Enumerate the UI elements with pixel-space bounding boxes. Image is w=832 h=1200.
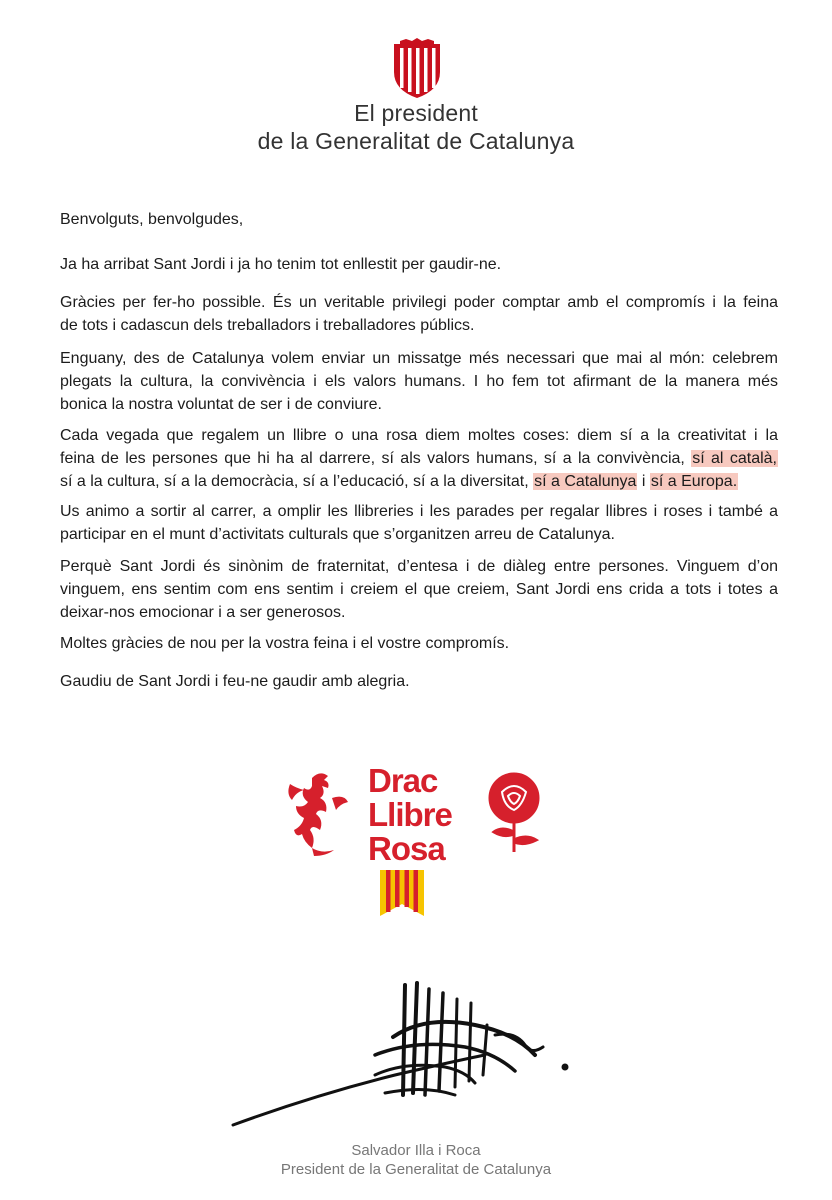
generalitat-seal-icon [390,38,444,100]
handwritten-signature [225,975,585,1135]
paragraph-2: Gràcies per fer-ho possible. És un veritable privilegi poder comptar amb el compromís i la feina de tots i cadascun dels treballadors i treballadores públics. [60,294,778,334]
salutation: Benvolguts, benvolgudes, [60,211,244,228]
drac-llibre-rosa-emblem [282,760,552,920]
signer-title: President de la Generalitat de Catalunya [280,1161,552,1178]
highlight-catalunya: sí a Catalunya [534,473,637,490]
paragraph-5: Us animo a sortir al carrer, a omplir les llibreries i les parades per regalar llibres i roses i també a participar en el munt d’activitats culturals que s’organitzen arreu de Catalunya. [60,503,778,543]
highlight-europa: sí a Europa. [650,473,738,490]
letterhead-line-2: de la Generalitat de Catalunya [257,128,575,154]
paragraph-3: Enguany, des de Catalunya volem enviar un missatge més necessari que mai al món: celebrem plegats la cultura, la convivència i els valors humans. I ho fem tot afirmant de la manera més bonica la nostra voluntat de ser i de conviure. [60,350,778,413]
paragraph-6: Perquè Sant Jordi és sinònim de fraternitat, d’entesa i de diàleg entre persones. Vinguem d’on vinguem, ens sentim com ens sentim i creiem el que creiem, Sant Jordi ens crida a tots i totes a deixar-nos emocionar i a ser generosos. [60,558,778,621]
paragraph-4: Cada vegada que regalem un llibre o una rosa diem moltes coses: diem sí a la creativitat i la feina de les persones que hi ha al darrere, sí als valors humans, sí a la convivència, sí al català, sí a la cultura, sí a la democràcia, sí a l’educació, sí a la diversitat, sí a Catalunya i sí a Europa. [60,427,778,490]
paragraph-8: Gaudiu de Sant Jordi i feu-ne gaudir amb alegria. [60,673,410,690]
letterhead-line-1: El president [354,100,478,126]
emblem-wordmark: Drac Llibre Rosa [368,762,452,867]
paragraph-7: Moltes gràcies de nou per la vostra feina i el vostre compromís. [60,635,510,652]
senyera-ribbon-icon [380,870,424,916]
paragraph-1: Ja ha arribat Sant Jordi i ja ho tenim tot enllestit per gaudir-ne. [60,256,502,273]
rose-icon [478,766,550,856]
signer-name: Salvador Illa i Roca [351,1142,481,1159]
dragon-icon [282,768,352,858]
highlight-catala: sí al català, [692,450,777,467]
